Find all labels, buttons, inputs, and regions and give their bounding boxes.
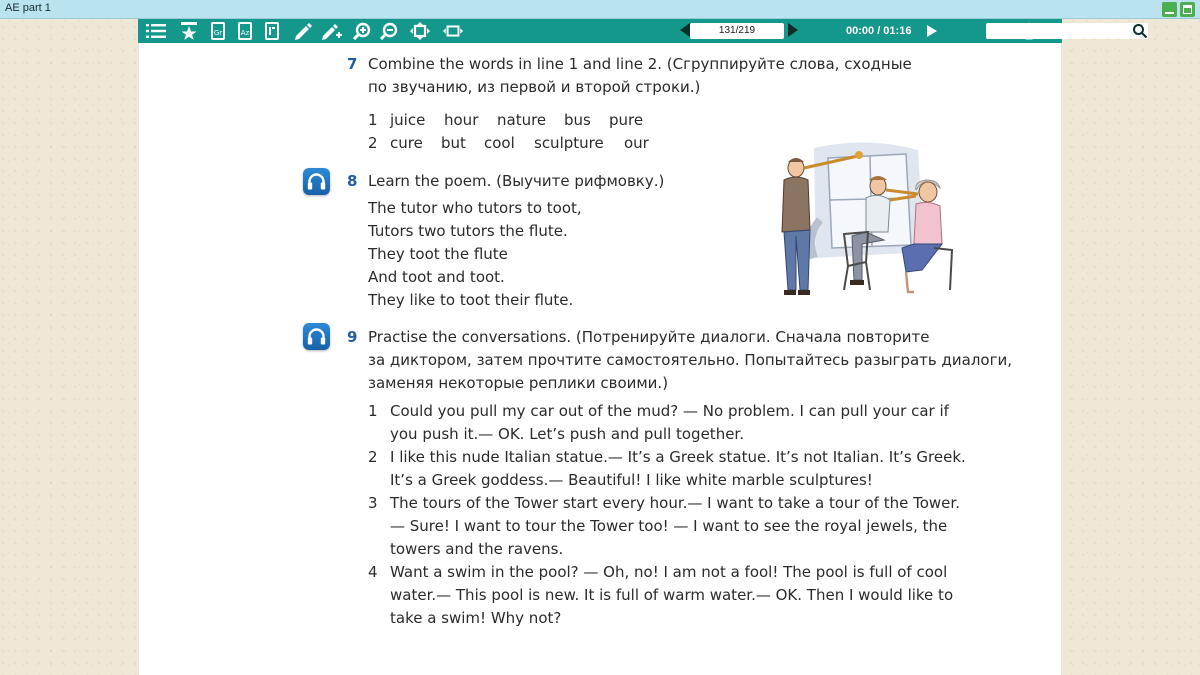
search-icon[interactable] (1130, 21, 1150, 41)
zoom-in-icon[interactable] (352, 21, 372, 41)
dialogue-line: Want a swim in the pool? — Oh, no! I am not a fool! The pool is full of cool (390, 563, 948, 581)
word-line-2-word: our (624, 134, 649, 152)
maximize-button[interactable] (1180, 2, 1195, 17)
exercise-7-instruction-cont: по звучанию, из первой и второй строки.) (368, 78, 701, 96)
word-line-1-word: hour (444, 111, 479, 129)
search-input[interactable] (986, 23, 1148, 39)
dialogue-line: I like this nude Italian statue.— It’s a Greek statue. It’s not Italian. It’s Greek. (390, 448, 966, 466)
audio-time-readout: 00:00 / 01:16 (846, 25, 912, 37)
word-line-2-word: but (441, 134, 466, 152)
collapse-toolbar-icon[interactable] (1042, 21, 1062, 41)
svg-text:Gr: Gr (213, 29, 223, 37)
dialogue-line: take a swim! Why not? (390, 609, 562, 627)
word-line-2-word: cure (390, 134, 423, 152)
previous-page-button[interactable] (680, 23, 690, 37)
dialogue-line: you push it.— OK. Let’s push and pull together. (390, 425, 744, 443)
menu-icon[interactable] (146, 21, 166, 41)
minimize-button[interactable] (1162, 2, 1177, 17)
word-line-1-word: juice (390, 111, 426, 129)
window-titlebar (0, 0, 1200, 19)
dialogue-line: — Sure! I want to tour the Tower too! — I want to see the royal jewels, the (390, 517, 948, 535)
word-line-1-word: bus (564, 111, 591, 129)
window-title: AE part 1 (5, 2, 51, 14)
dialogue-line: Could you pull my car out of the mud? — No problem. I can pull your car if (390, 402, 949, 420)
pencil-icon[interactable] (293, 21, 313, 41)
dialogue-line: It’s a Greek goddess.— Beautiful! I like white marble sculptures! (390, 471, 873, 489)
word-line-2-number: 2 (368, 134, 378, 152)
dictionary-book-icon[interactable] (235, 21, 255, 41)
headphones-icon (307, 328, 326, 345)
exercise-8-number: 8 (347, 172, 358, 190)
word-line-2-word: cool (484, 134, 515, 152)
dialogue-number: 1 (368, 402, 378, 420)
page-counter[interactable]: 131/219 (690, 23, 784, 39)
dialogue-number: 2 (368, 448, 378, 466)
next-page-button[interactable] (788, 23, 798, 37)
exercise-9-number: 9 (347, 328, 358, 346)
exercise-9-instruction: Practise the conversations. (Потренируйте диалоги. Сначала повторите (368, 328, 930, 346)
flute-players-illustration (766, 140, 978, 300)
dialogue-number: 3 (368, 494, 378, 512)
pencil-plus-icon[interactable] (322, 21, 342, 41)
poem-line: The tutor who tutors to toot, (368, 199, 582, 217)
poem-line: They like to toot their flute. (368, 291, 574, 309)
poem-line: Tutors two tutors the flute. (368, 222, 568, 240)
svg-text:Az: Az (240, 29, 250, 37)
textbook-page (138, 43, 1062, 675)
info-icon[interactable] (1019, 21, 1039, 41)
play-button[interactable] (927, 25, 937, 37)
dialogue-line: The tours of the Tower start every hour.— I want to take a tour of the Tower. (390, 494, 960, 512)
fit-page-icon[interactable] (410, 21, 430, 41)
exercise-7-instruction: Combine the words in line 1 and line 2. (Сгруппируйте слова, сходные (368, 55, 912, 73)
exercise-7-number: 7 (347, 55, 358, 73)
headphones-icon (307, 173, 326, 190)
poem-line: And toot and toot. (368, 268, 505, 286)
word-line-1-word: pure (609, 111, 644, 129)
exercise-9-instruction-cont: за диктором, затем прочтите самостоятельно. Попытайтесь разыграть диалоги, (368, 351, 1012, 369)
exercise-8-instruction: Learn the poem. (Выучите рифмовку.) (368, 172, 665, 190)
dialogue-number: 4 (368, 563, 378, 581)
dialogue-line: towers and the ravens. (390, 540, 564, 558)
grammar-book-icon[interactable] (208, 21, 228, 41)
audio-play-button-exercise-9[interactable] (303, 323, 330, 350)
word-line-1-word: nature (497, 111, 547, 129)
poem-line: They toot the flute (368, 245, 508, 263)
fit-width-icon[interactable] (443, 21, 463, 41)
dialogue-line: water.— This pool is new. It is full of warm water.— OK. Then I would like to (390, 586, 954, 604)
zoom-out-icon[interactable] (379, 21, 399, 41)
notebook-icon[interactable] (262, 21, 282, 41)
word-line-1-number: 1 (368, 111, 378, 129)
bookmark-star-icon[interactable] (179, 21, 199, 41)
audio-play-button-exercise-8[interactable] (303, 168, 330, 195)
word-line-2-word: sculpture (534, 134, 604, 152)
reader-toolbar (138, 19, 1062, 43)
exercise-9-instruction-cont: заменяя некоторые реплики своими.) (368, 374, 669, 392)
